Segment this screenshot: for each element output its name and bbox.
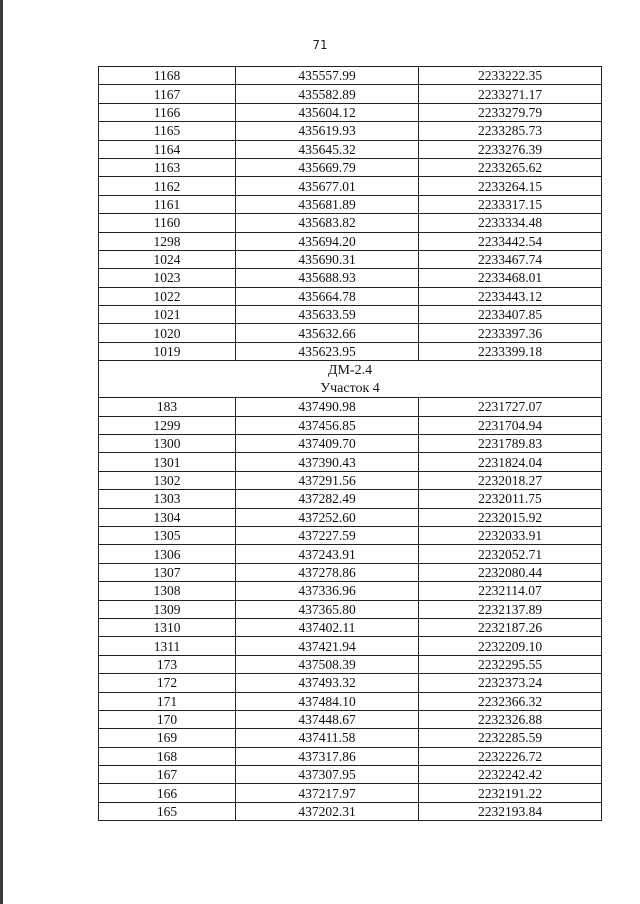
point-number-cell: 1310 xyxy=(99,618,236,636)
table-row xyxy=(99,471,602,489)
y-coordinate-cell: 2232285.59 xyxy=(419,729,602,747)
y-coordinate-cell: 2232191.22 xyxy=(419,784,602,802)
point-number-cell: 168 xyxy=(99,747,236,765)
x-coordinate-cell: 435688.93 xyxy=(236,269,419,287)
table-row xyxy=(99,655,602,673)
table-row xyxy=(99,416,602,434)
point-number-cell: 183 xyxy=(99,398,236,416)
point-number-cell: 166 xyxy=(99,784,236,802)
point-number-cell: 1301 xyxy=(99,453,236,471)
y-coordinate-cell: 2232187.26 xyxy=(419,618,602,636)
point-number-cell: 1021 xyxy=(99,306,236,324)
y-coordinate-cell: 2233443.12 xyxy=(419,287,602,305)
y-coordinate-cell: 2232193.84 xyxy=(419,802,602,820)
point-number-cell: 1306 xyxy=(99,545,236,563)
x-coordinate-cell: 437243.91 xyxy=(236,545,419,563)
x-coordinate-cell: 435632.66 xyxy=(236,324,419,342)
y-coordinate-cell: 2232080.44 xyxy=(419,563,602,581)
table-row xyxy=(99,306,602,324)
y-coordinate-cell: 2233397.36 xyxy=(419,324,602,342)
x-coordinate-cell: 435557.99 xyxy=(236,67,419,85)
point-number-cell: 1167 xyxy=(99,85,236,103)
point-number-cell: 165 xyxy=(99,802,236,820)
point-number-cell: 173 xyxy=(99,655,236,673)
table-row xyxy=(99,453,602,471)
table-row xyxy=(99,508,602,526)
y-coordinate-cell: 2232018.27 xyxy=(419,471,602,489)
point-number-cell: 1161 xyxy=(99,195,236,213)
table-row xyxy=(99,232,602,250)
table-row xyxy=(99,214,602,232)
point-number-cell: 1160 xyxy=(99,214,236,232)
point-number-cell: 1300 xyxy=(99,435,236,453)
table-row xyxy=(99,140,602,158)
table-row xyxy=(99,637,602,655)
x-coordinate-cell: 435604.12 xyxy=(236,103,419,121)
page-number: 71 xyxy=(312,38,328,52)
x-coordinate-cell: 437336.96 xyxy=(236,582,419,600)
x-coordinate-cell: 435582.89 xyxy=(236,85,419,103)
x-coordinate-cell: 437456.85 xyxy=(236,416,419,434)
y-coordinate-cell: 2231704.94 xyxy=(419,416,602,434)
x-coordinate-cell: 435677.01 xyxy=(236,177,419,195)
table-row xyxy=(99,600,602,618)
x-coordinate-cell: 437390.43 xyxy=(236,453,419,471)
table-row xyxy=(99,398,602,416)
point-number-cell: 169 xyxy=(99,729,236,747)
y-coordinate-cell: 2232326.88 xyxy=(419,710,602,728)
x-coordinate-cell: 437278.86 xyxy=(236,563,419,581)
x-coordinate-cell: 437402.11 xyxy=(236,618,419,636)
point-number-cell: 1019 xyxy=(99,342,236,360)
coordinates-table-body xyxy=(99,67,602,821)
point-number-cell: 1305 xyxy=(99,526,236,544)
point-number-cell: 1162 xyxy=(99,177,236,195)
y-coordinate-cell: 2232242.42 xyxy=(419,766,602,784)
x-coordinate-cell: 435690.31 xyxy=(236,250,419,268)
point-number-cell: 1024 xyxy=(99,250,236,268)
y-coordinate-cell: 2233442.54 xyxy=(419,232,602,250)
y-coordinate-cell: 2233264.15 xyxy=(419,177,602,195)
y-coordinate-cell: 2232209.10 xyxy=(419,637,602,655)
table-row xyxy=(99,103,602,121)
table-row xyxy=(99,435,602,453)
y-coordinate-cell: 2233265.62 xyxy=(419,158,602,176)
x-coordinate-cell: 437202.31 xyxy=(236,802,419,820)
section-title: ДМ-2.4 xyxy=(99,361,602,380)
point-number-cell: 171 xyxy=(99,692,236,710)
y-coordinate-cell: 2231727.07 xyxy=(419,398,602,416)
x-coordinate-cell: 437227.59 xyxy=(236,526,419,544)
table-row xyxy=(99,618,602,636)
x-coordinate-cell: 437448.67 xyxy=(236,710,419,728)
point-number-cell: 1302 xyxy=(99,471,236,489)
y-coordinate-cell: 2233334.48 xyxy=(419,214,602,232)
point-number-cell: 1309 xyxy=(99,600,236,618)
x-coordinate-cell: 437217.97 xyxy=(236,784,419,802)
x-coordinate-cell: 437490.98 xyxy=(236,398,419,416)
y-coordinate-cell: 2233407.85 xyxy=(419,306,602,324)
y-coordinate-cell: 2233399.18 xyxy=(419,342,602,360)
table-row xyxy=(99,784,602,802)
x-coordinate-cell: 437252.60 xyxy=(236,508,419,526)
x-coordinate-cell: 437365.80 xyxy=(236,600,419,618)
y-coordinate-cell: 2232366.32 xyxy=(419,692,602,710)
point-number-cell: 1298 xyxy=(99,232,236,250)
section-subtitle-row xyxy=(99,379,602,398)
x-coordinate-cell: 437409.70 xyxy=(236,435,419,453)
y-coordinate-cell: 2232226.72 xyxy=(419,747,602,765)
y-coordinate-cell: 2232137.89 xyxy=(419,600,602,618)
x-coordinate-cell: 435619.93 xyxy=(236,122,419,140)
x-coordinate-cell: 437317.86 xyxy=(236,747,419,765)
y-coordinate-cell: 2233285.73 xyxy=(419,122,602,140)
x-coordinate-cell: 435623.95 xyxy=(236,342,419,360)
y-coordinate-cell: 2233279.79 xyxy=(419,103,602,121)
y-coordinate-cell: 2232373.24 xyxy=(419,674,602,692)
x-coordinate-cell: 435645.32 xyxy=(236,140,419,158)
table-row xyxy=(99,802,602,820)
x-coordinate-cell: 437421.94 xyxy=(236,637,419,655)
y-coordinate-cell: 2232295.55 xyxy=(419,655,602,673)
table-row xyxy=(99,177,602,195)
table-row xyxy=(99,342,602,360)
table-row xyxy=(99,195,602,213)
table-row xyxy=(99,692,602,710)
page-edge xyxy=(0,0,3,904)
table-row xyxy=(99,158,602,176)
table-row xyxy=(99,747,602,765)
y-coordinate-cell: 2232011.75 xyxy=(419,490,602,508)
table-row xyxy=(99,287,602,305)
x-coordinate-cell: 437291.56 xyxy=(236,471,419,489)
table-row xyxy=(99,490,602,508)
table-row xyxy=(99,766,602,784)
table-row xyxy=(99,324,602,342)
point-number-cell: 1307 xyxy=(99,563,236,581)
point-number-cell: 1311 xyxy=(99,637,236,655)
x-coordinate-cell: 437411.58 xyxy=(236,729,419,747)
y-coordinate-cell: 2233468.01 xyxy=(419,269,602,287)
x-coordinate-cell: 435669.79 xyxy=(236,158,419,176)
table-row xyxy=(99,250,602,268)
x-coordinate-cell: 435633.59 xyxy=(236,306,419,324)
coordinates-table xyxy=(98,66,602,821)
point-number-cell: 1164 xyxy=(99,140,236,158)
point-number-cell: 172 xyxy=(99,674,236,692)
table-row xyxy=(99,582,602,600)
point-number-cell: 1022 xyxy=(99,287,236,305)
y-coordinate-cell: 2233276.39 xyxy=(419,140,602,158)
point-number-cell: 1303 xyxy=(99,490,236,508)
table-row xyxy=(99,85,602,103)
point-number-cell: 1168 xyxy=(99,67,236,85)
y-coordinate-cell: 2231824.04 xyxy=(419,453,602,471)
table-row xyxy=(99,674,602,692)
y-coordinate-cell: 2232033.91 xyxy=(419,526,602,544)
table-row xyxy=(99,269,602,287)
point-number-cell: 1304 xyxy=(99,508,236,526)
x-coordinate-cell: 437307.95 xyxy=(236,766,419,784)
table-row xyxy=(99,67,602,85)
x-coordinate-cell: 435683.82 xyxy=(236,214,419,232)
y-coordinate-cell: 2232052.71 xyxy=(419,545,602,563)
y-coordinate-cell: 2233317.15 xyxy=(419,195,602,213)
y-coordinate-cell: 2231789.83 xyxy=(419,435,602,453)
x-coordinate-cell: 437484.10 xyxy=(236,692,419,710)
x-coordinate-cell: 437493.32 xyxy=(236,674,419,692)
table-row xyxy=(99,545,602,563)
table-row xyxy=(99,729,602,747)
x-coordinate-cell: 435694.20 xyxy=(236,232,419,250)
y-coordinate-cell: 2233271.17 xyxy=(419,85,602,103)
section-subtitle: Участок 4 xyxy=(99,379,602,398)
point-number-cell: 1020 xyxy=(99,324,236,342)
table-row xyxy=(99,563,602,581)
point-number-cell: 1308 xyxy=(99,582,236,600)
table-row xyxy=(99,526,602,544)
y-coordinate-cell: 2233467.74 xyxy=(419,250,602,268)
point-number-cell: 1166 xyxy=(99,103,236,121)
point-number-cell: 167 xyxy=(99,766,236,784)
point-number-cell: 1163 xyxy=(99,158,236,176)
table-row xyxy=(99,122,602,140)
point-number-cell: 1299 xyxy=(99,416,236,434)
x-coordinate-cell: 437282.49 xyxy=(236,490,419,508)
x-coordinate-cell: 435664.78 xyxy=(236,287,419,305)
point-number-cell: 1023 xyxy=(99,269,236,287)
y-coordinate-cell: 2232015.92 xyxy=(419,508,602,526)
x-coordinate-cell: 437508.39 xyxy=(236,655,419,673)
point-number-cell: 1165 xyxy=(99,122,236,140)
section-title-row xyxy=(99,361,602,380)
table-row xyxy=(99,710,602,728)
y-coordinate-cell: 2232114.07 xyxy=(419,582,602,600)
x-coordinate-cell: 435681.89 xyxy=(236,195,419,213)
y-coordinate-cell: 2233222.35 xyxy=(419,67,602,85)
point-number-cell: 170 xyxy=(99,710,236,728)
